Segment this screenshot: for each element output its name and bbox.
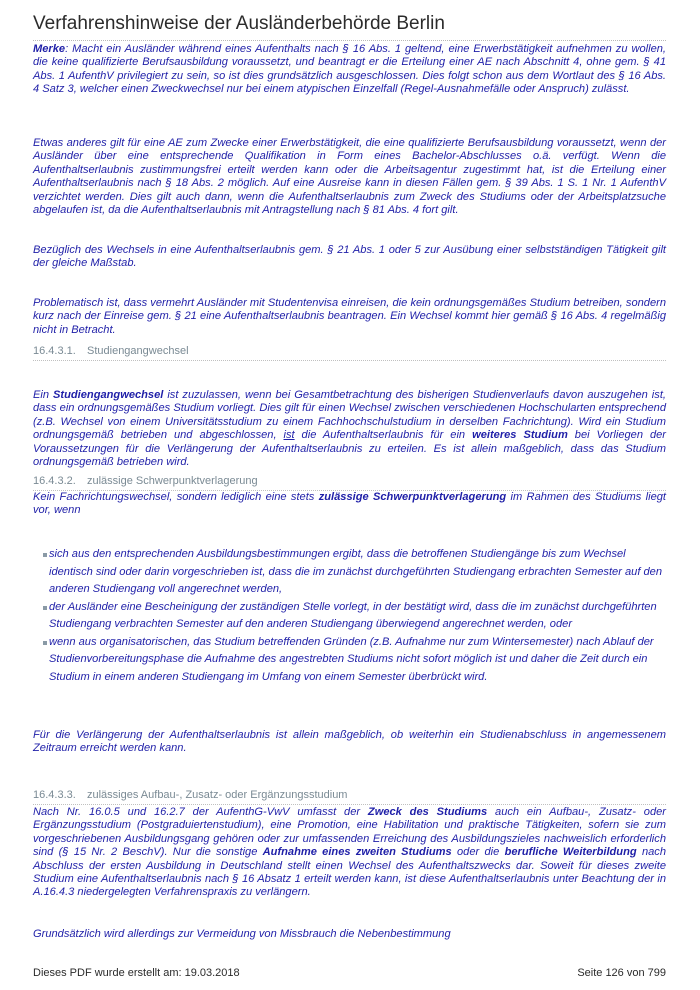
paragraph-verlaengerung: Für die Verlängerung der Aufenthaltserlaubnis ist allein maßgeblich, ob weiterhin ein Studienabschluss in angemessenem Zeitraum erreicht werden kann. <box>33 729 666 755</box>
paragraph-nebenbestimmung: Grundsätzlich wird allerdings zur Vermeidung von Missbrauch die Nebenbestimmung <box>33 928 451 940</box>
section-number: 16.4.3.2. <box>33 475 76 487</box>
text-run: auch ein Aufbau-, Zusatz- oder Ergänzungsstudium (Postgraduiertenstudium), eine Promotion, eine Habilitation und praktische Tätigkeiten, sofern sie zum vorgeschriebenen Ausbildungsgang gehören oder zur umfassenden Erreichung des Ausbildungszieles nachweislich erforderlich sind (§ 15 Nr. 2 BeschV). Nur die sonstige <box>33 806 666 859</box>
text-run: Kein Fachrichtungswechsel, sondern lediglich eine stets <box>33 491 319 503</box>
paragraph-studiengangwechsel <box>33 389 666 469</box>
list-item-text: sich aus den entsprechenden Ausbildungsbestimmungen ergibt, dass die betroffenen Studiengänge bis zum Wechsel identisch sind oder darin vorgeschrieben ist, dass die im zunächst durchgeführten Studiengang erbrachten Semester auf den anderen Studiengang voll angerechnet werden, <box>49 548 662 595</box>
bold-term: zulässige Schwerpunktverlagerung <box>318 491 507 503</box>
bold-term: Zweck des Studiums <box>367 806 488 818</box>
paragraph-erwerbstaetigkeit: Etwas anderes gilt für eine AE zum Zwecke einer Erwerbstätigkeit, die eine qualifizierte Berufsausbildung voraussetzt, wenn der Ausländer über eine entsprechende Qualifikation in Form eines Bachelor-Abschlusses o.ä. verfügt. Wenn die Aufenthaltserlaubnis zustimmungsfrei erteilt werden kann oder die Arbeitsagentur zugestimmt hat, ist die Erteilung einer Aufenthaltserlaubnis nach § 18 Abs. 2 möglich. Auf eine Ausreise kann in diesen Fällen gem. § 39 Abs. 1 S. 1 Nr. 1 AufenthV verzichtet werden. Dies gilt auch dann, wenn die Aufenthaltserlaubnis zum Zweck des Studiums oder der Arbeitsplatzsuche abgelaufen ist, da die Aufenthaltserlaubnis mit Antragstellung nach § 81 Abs. 4 fort gilt. <box>33 137 666 217</box>
section-title: zulässige Schwerpunktverlagerung <box>87 475 258 487</box>
bullet-square-icon <box>43 553 47 557</box>
section-title: zulässiges Aufbau-, Zusatz- oder Ergänzungsstudium <box>87 789 348 801</box>
section-title: Studiengangwechsel <box>87 345 189 357</box>
bold-term: weiteres Studium <box>472 429 568 442</box>
text-run: oder die <box>451 846 505 859</box>
section-heading-schwerpunktverlagerung <box>33 475 666 491</box>
text-run: im Rahmen des Studiums liegt vor, wenn <box>33 491 667 517</box>
section-heading-studiengangwechsel <box>33 345 666 361</box>
section-number: 16.4.3.1. <box>33 345 76 357</box>
text-run: Ein <box>33 389 54 401</box>
bullet-square-icon <box>43 606 47 610</box>
paragraph-studentenvisa: Problematisch ist, dass vermehrt Ausländer mit Studentenvisa einreisen, die kein ordnungsgemäßes Studium betreiben, sondern kurz nach der Einreise gem. § 21 eine Aufenthaltserlaubnis beantragen. Ein Wechsel kommt hier gemäß § 16 Abs. 4 regelmäßig nicht in Betracht. <box>33 297 666 336</box>
list-item <box>43 634 666 687</box>
footer-created-date: Dieses PDF wurde erstellt am: 19.03.2018 <box>33 967 240 979</box>
text-run: Nach Nr. 16.0.5 und 16.2.7 der AufenthG-VwV umfasst der <box>33 806 368 818</box>
list-item <box>43 546 666 599</box>
condition-list <box>43 546 666 686</box>
text-run: die Aufenthaltserlaubnis für ein <box>294 429 473 442</box>
bold-term: berufliche Weiterbildung <box>504 846 637 859</box>
list-item <box>43 599 666 634</box>
section-number: 16.4.3.3. <box>33 789 76 801</box>
bullet-square-icon <box>43 641 47 645</box>
merke-text: : Macht ein Ausländer während eines Aufenthalts nach § 16 Abs. 1 geltend, eine Erwerbstätigkeit aufnehmen zu wollen, die keine qualifizierte Berufsausbildung voraussetzt, und beantragt er die Erteilung einer AE nach Abschnitt 4, ohne gem. § 41 Abs. 1 AufenthV privilegiert zu sein, so ist dies grundsätzlich ausgeschlossen. Dies folgt schon aus dem Wortlaut des § 16 Abs. 4 Satz 3, welcher einen Zweckwechsel nur bei einem atypischen Einzelfall (Regel-Ausnahmefälle oder Anspruch) zulässt. <box>33 43 666 96</box>
bold-term: Aufnahme eines zweiten Studiums <box>262 846 452 859</box>
merke-label: Merke <box>33 43 66 55</box>
text-run: ist zuzulassen, wenn bei Gesamtbetrachtung des bisherigen Studienverlaufs davon auszugehen ist, dass ein ordnungsgemäßes Studium vorliegt. Dies gilt für einen Wechsel zwischen verschiedenen Hochschularten entsprechend (z.B. Wechsel von einem Universitätsstudium zu einem Fachhochschulstudium in derselben Fachrichtung). Wird ein Studium ordnungsgemäß betrieben und abgeschlossen, <box>33 389 666 442</box>
section-heading-aufbaustudium <box>33 789 666 805</box>
text-run: bei Vorliegen der Voraussetzungen für die Verlängerung der Aufenthaltserlaubnis zu erteilen. Es ist allein maßgeblich, dass das Studium ordnungsgemäß betrieben wird. <box>33 429 666 469</box>
paragraph-aufbaustudium <box>33 806 666 900</box>
text-run: nach Abschluss der ersten Ausbildung in Deutschland stellt einen Wechsel des Aufenthaltszwecks dar. Soweit für dieses zweite Studium eine Aufenthaltserlaubnis nach § 16 Absatz 1 erteilt werden kann, ist diese Aufenthaltserlaubnis unter Beachtung der in A.16.4.3 niedergelegten Verfahrenspraxis zu verlängern. <box>33 846 666 899</box>
bold-term: Studiengangwechsel <box>53 389 164 401</box>
list-item-text: wenn aus organisatorischen, das Studium betreffenden Gründen (z.B. Aufnahme nur zum Wintersemester) nach Ablauf der Studienvorbereitungsphase die Aufnahme des angestrebten Studiums nicht sofort möglich ist und daher die Zeit durch ein Studium in einem anderen Studiengang im Umfang von einem Semester überbrückt wird. <box>49 635 654 683</box>
footer-page-number: Seite 126 von 799 <box>577 967 666 979</box>
paragraph-schwerpunkt-intro <box>33 491 666 518</box>
paragraph-selbststaendig: Bezüglich des Wechsels in eine Aufenthaltserlaubnis gem. § 21 Abs. 1 oder 5 zur Ausübung einer selbstständigen Tätigkeit gilt der gleiche Maßstab. <box>33 244 666 270</box>
paragraph-merke <box>33 43 666 97</box>
underlined-term: ist <box>283 429 295 442</box>
page-title: Verfahrenshinweise der Ausländerbehörde Berlin <box>33 13 666 41</box>
list-item-text: der Ausländer eine Bescheinigung der zuständigen Stelle vorlegt, in der bestätigt wird, dass die im zunächst durchgeführten Studiengang verbrachten Semester auf den anderen Studiengang überwiegend angerechnet werden, oder <box>49 600 657 630</box>
